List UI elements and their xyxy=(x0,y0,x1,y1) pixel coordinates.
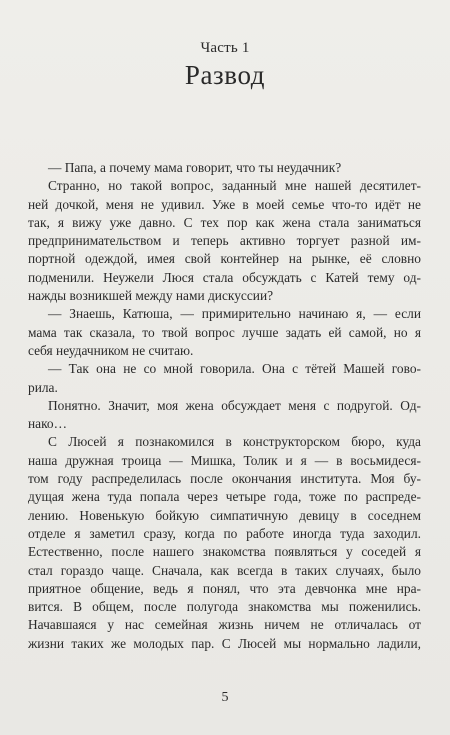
text-line: нажды возникшей между нами дискуссии? xyxy=(28,288,274,304)
text-line: рила. xyxy=(28,379,58,395)
text-line: — Так она не со мной говорила. Она с тётей Машей гово- xyxy=(48,361,421,377)
text-line: Странно, но такой вопрос, заданный мне нашей десятилет- xyxy=(48,178,421,194)
page-number: 5 xyxy=(221,690,229,705)
text-line: ней дочкой, меня не удивил. Уже в моей семье что-то идёт не xyxy=(28,196,421,212)
text-line: мама так сказала, то твой вопрос лучше задать ей самой, но я xyxy=(28,324,421,340)
text-line: Естественно, после нашего знакомства появляться у соседей я xyxy=(28,544,421,560)
text-line: — Папа, а почему мама говорит, что ты неудачник? xyxy=(48,160,342,175)
text-line: — Знаешь, Катюша, — примирительно начинаю я, — если xyxy=(48,306,421,322)
text-line: отделе я заметил сразу, когда по работе иногда туда заходил. xyxy=(28,525,421,541)
text-line: предпринимательством и теперь активно торгует разной им- xyxy=(28,233,421,249)
text-line: портной одеждой, имея свой контейнер на рынке, её словно xyxy=(28,251,421,267)
chapter-title: Развод xyxy=(184,60,266,90)
text-line: вится. В общем, после полугода знакомства мы поженились. xyxy=(28,599,421,615)
part-label: Часть 1 xyxy=(200,40,250,56)
text-line: лению. Новенькую бойкую симпатичную девицу в соседнем xyxy=(28,507,421,523)
text-line: жизни таких же молодых пар. С Люсей мы нормально ладили, xyxy=(28,635,421,651)
text-line: себя неудачником не считаю. xyxy=(28,342,194,358)
text-line: том году распределилась после окончания института. Моя бу- xyxy=(28,471,421,487)
text-line: С Люсей я познакомился в конструкторском бюро, куда xyxy=(48,434,421,450)
text-line: приятное общение, ведь я понял, что эта девчонка мне нра- xyxy=(28,580,421,596)
body-text xyxy=(28,159,421,653)
text-line: Понятно. Значит, моя жена обсуждает меня с подругой. Од- xyxy=(48,397,421,413)
text-line: дущая жена туда попала через четыре года, тоже по распреде- xyxy=(28,489,421,505)
text-line: нако… xyxy=(28,416,68,432)
text-line: наша дружная троица — Мишка, Толик и я — в восьмидеся- xyxy=(28,452,421,468)
text-line: стал гораздо чаще. Сначала, как всегда в таких случаях, было xyxy=(28,562,421,578)
text-line: Начавшаяся у нас семейная жизнь ничем не отличалась от xyxy=(28,617,421,633)
text-line: так, я вижу уже давно. С тех пор как жена стала заниматься xyxy=(28,214,421,230)
text-line: подменили. Неужели Люся стала обсуждать с Катей тему од- xyxy=(28,269,421,285)
